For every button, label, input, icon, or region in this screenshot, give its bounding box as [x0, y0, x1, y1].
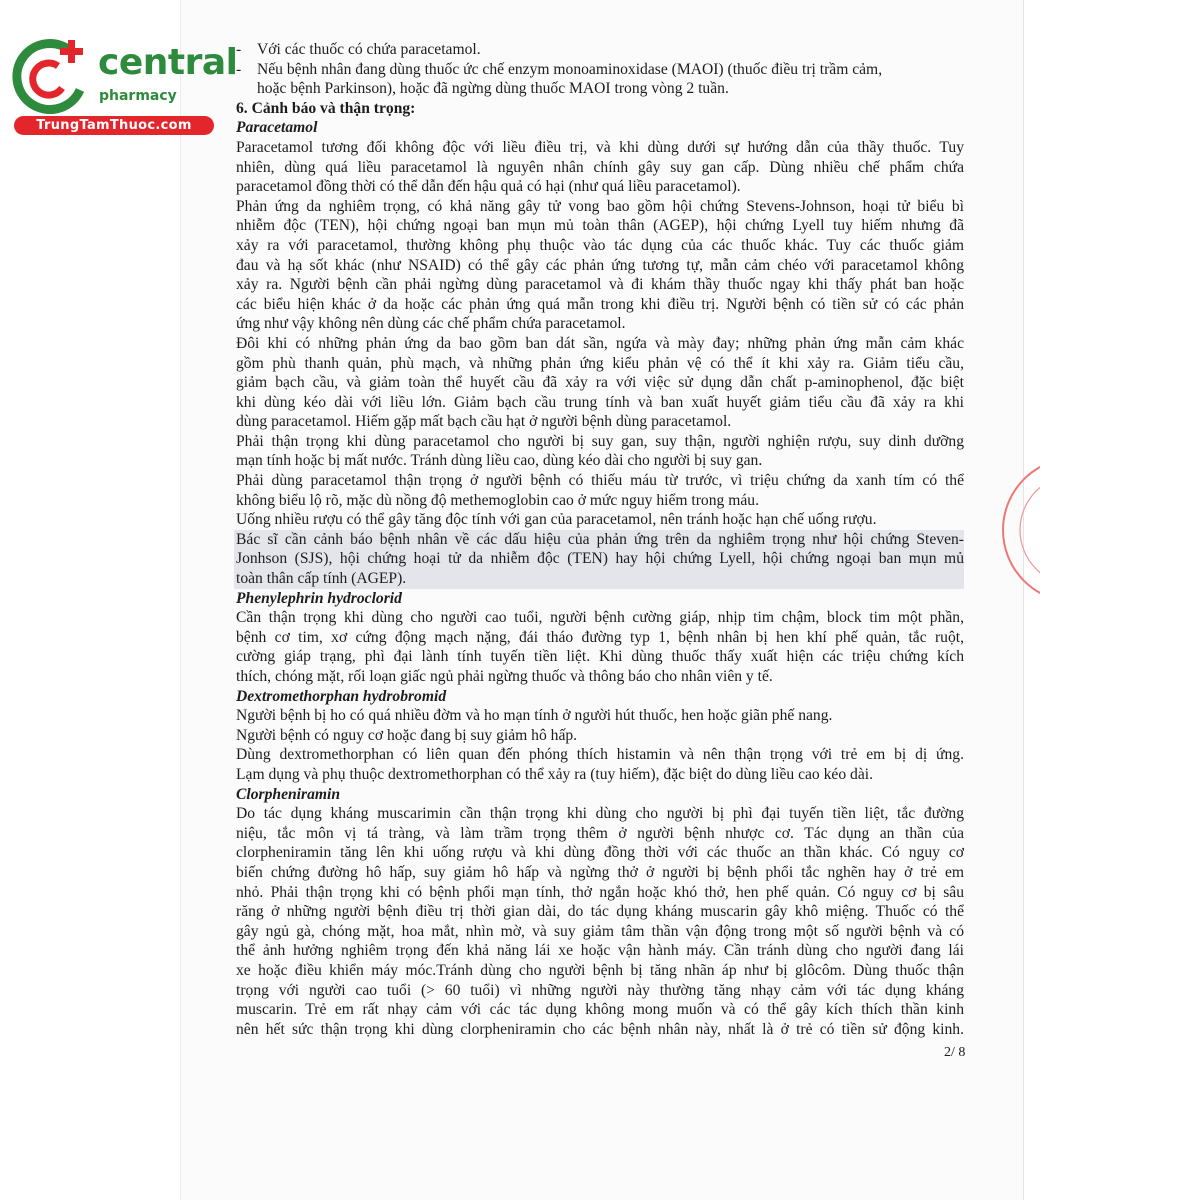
text-line: nhiên, dùng quá liều paracetamol là nguyên nhân chính gây suy gan cấp. Dùng nhiều chế phẩm chứa — [236, 158, 964, 176]
bullet-dash: - — [236, 41, 242, 58]
text-line: Người bệnh bị ho có quá nhiều đờm và ho mạn tính ở người hút thuốc, hen hoặc giãn phế nang. — [236, 707, 833, 725]
text-line: Bác sĩ cần cảnh báo bệnh nhân về các dấu hiệu của phản ứng trên da nghiêm trọng như hội chứng Steven- — [236, 530, 964, 548]
section-heading: Dextromethorphan hydrobromid — [236, 687, 447, 705]
bullet-text: Nếu bệnh nhân đang dùng thuốc ức chế enzym monoaminoxidase (MAOI) (thuốc điều trị trầm cảm, — [257, 60, 883, 78]
text-line: khi dùng kéo dài với liều lớn. Giảm bạch cầu trung tính và ban xuất huyết giảm tiểu cầu đã xảy ra khi — [236, 393, 964, 411]
text-line — [236, 60, 964, 80]
text-line: hoặc bệnh Parkinson), hoặc đã ngừng dùng thuốc MAOI trong vòng 2 tuần. — [257, 80, 729, 98]
text-line: toàn thân cấp tính (AGEP). — [234, 569, 964, 589]
red-stamp-fragment — [1000, 455, 1040, 605]
section-heading: Paracetamol — [236, 119, 318, 137]
text-line: niệu, tắc môn vị tá tràng, và làm trầm trọng thêm ở người bệnh nhược cơ. Tác dụng an thần của — [236, 824, 964, 842]
text-line: trọng với người cao tuổi (> 60 tuổi) vì những người này thường tăng nhạy cảm với tác dụng kháng — [236, 981, 964, 999]
text-line — [236, 40, 964, 60]
text-line: răng ở những người bệnh điều trị thời gian dài, do tác dụng kháng muscarin gây khô miệng. Thuốc có thể — [236, 903, 964, 921]
text-line: muscarin. Trẻ em rất nhạy cảm với các tác dụng không mong muốn và có thể gây kích thích thần kinh — [236, 1001, 964, 1019]
logo-site-link[interactable]: TrungTamThuoc.com — [14, 116, 214, 135]
text-line: mạn tính hoặc bị mất nước. Tránh dùng liều cao, dùng kéo dài cho người bị suy gan. — [236, 452, 763, 470]
text-line: gồm phù thanh quản, phù mạch, và những phản ứng kiểu phản vệ có thể ít khi xảy ra. Giảm tiểu cầu, — [236, 354, 964, 372]
bullet-text: Với các thuốc có chứa paracetamol. — [257, 41, 481, 58]
section-heading: Clorpheniramin — [236, 785, 340, 803]
text-line: Paracetamol tương đối không độc với liều điều trị, và khi dùng dưới sự hướng dẫn của thầy thuốc. Tuy — [236, 138, 964, 156]
text-line: Đôi khi có những phản ứng da bao gồm ban dát sần, ngứa và mày đay; những phản ứng mẫn cảm khác — [236, 334, 964, 352]
text-line: Phải dùng paracetamol thận trọng ở người bệnh có thiếu máu từ trước, vì triệu chứng da xanh tím có thể — [236, 472, 964, 490]
text-line: Do tác dụng kháng muscarimin cần thận trọng khi dùng cho người bị phì đại tuyến tiền liệt, tắc đường — [236, 805, 964, 823]
text-line: gây ngủ gà, chóng mặt, hoa mắt, nhìn mờ, và suy giảm tâm thần vận động trong một số người bệnh và có — [236, 922, 964, 940]
document-body — [236, 40, 964, 1039]
text-line: nên hết sức thận trọng khi dùng clorpheniramin cho các bệnh nhân này, nhất là ở trẻ có tiền sử động kinh. — [236, 1020, 964, 1038]
text-line: Cần thận trọng khi dùng cho người cao tuổi, người bệnh cường giáp, nhịp tim chậm, block tim một phần, — [236, 609, 964, 627]
text-line: bệnh cơ tim, xơ cứng động mạch nặng, đái tháo đường typ 1, bệnh nhân bị hen khí phế quản, tắc ruột, — [236, 628, 964, 646]
pharmacy-cross-logo-icon — [10, 38, 96, 116]
text-line: nhiễm độc (TEN), hội chứng ngoại ban mụn mủ toàn thân (AGEP), hội chứng Lyell tuy hiếm nhưng đã — [236, 217, 964, 235]
text-line: xe hoặc điều khiển máy móc.Tránh dùng cho người bệnh bị tăng nhãn áp như bị glôcôm. Dùng thuốc thận — [236, 961, 964, 979]
text-line: Lạm dụng và phụ thuộc dextromethorphan có thể xảy ra (tuy hiếm), đặc biệt do dùng liều cao kéo dài. — [236, 765, 873, 783]
page-number: 2/ 8 — [944, 1045, 966, 1060]
section-heading: 6. Cảnh báo và thận trọng: — [236, 99, 416, 117]
text-line: clorpheniramin tăng lên khi uống rượu và khi dùng đồng thời với các thuốc an thần khác. Có nguy cơ — [236, 844, 964, 862]
text-line: paracetamol đồng thời có thể dẫn đến hậu quả có hại (như quá liều paracetamol). — [236, 178, 741, 196]
text-line: Dùng dextromethorphan có liên quan đến phóng thích histamin và nên thận trọng với trẻ em bị dị ứng. — [236, 746, 964, 764]
text-line: đau và hạ sốt khác (như NSAID) có thể gây các phản ứng tương tự, mẫn cảm chéo với paracetamol không — [236, 256, 964, 274]
text-line: thích, chóng mặt, rối loạn giấc ngủ phải ngừng thuốc và thông báo cho nhân viên y tế. — [236, 668, 773, 685]
text-line: Uống nhiều rượu có thể gây tăng độc tính với gan của paracetamol, nên tránh hoặc hạn chế uống rượu. — [236, 511, 877, 529]
text-line: xảy ra với paracetamol, thường không phụ thuộc vào tác dụng của các thuốc khác. Tuy các thuốc giảm — [236, 236, 964, 254]
stamp-icon — [1000, 455, 1040, 605]
text-line: Phải thận trọng khi dùng paracetamol cho người bị suy gan, suy thận, người nghiện rượu, suy dinh dưỡng — [236, 432, 964, 450]
text-line: Jonhson (SJS), hội chứng hoại tử da nhiễm độc (TEN) hay hội chứng Lyell, hội chứng ngoại ban mụn mủ — [236, 550, 964, 568]
logo-sub: pharmacy — [99, 88, 177, 104]
logo-brand: central — [98, 42, 238, 83]
text-line: giảm bạch cầu, và giảm toàn thể huyết cầu đã xảy ra với việc sử dụng dẫn chất p-aminophenol, đặc biệt — [236, 374, 964, 392]
text-line: biến chứng đường hô hấp, suy giảm hô hấp và ngừng thở ở người bị bệnh phổi tắc nghẽn hay ở trẻ em — [236, 863, 964, 881]
text-line: dùng paracetamol. Hiếm gặp mất bạch cầu hạt ở người bệnh dùng paracetamol. — [236, 413, 732, 431]
text-line: cường giáp trạng, phì đại lành tính tuyến tiền liệt. Khi dùng thuốc thấy xuất hiện các triệu chứng kích — [236, 648, 964, 666]
text-line: ứng như vậy không nên dùng các chế phẩm chứa paracetamol. — [236, 315, 626, 333]
text-line: không biểu lộ rõ, mặc dù nồng độ methemoglobin cao ở mức nguy hiểm trong máu. — [236, 491, 759, 509]
section-heading: Phenylephrin hydroclorid — [236, 589, 402, 607]
central-pharmacy-logo — [10, 38, 238, 138]
text-line: các biểu hiện khác ở da hoặc các phản ứng quá mẫn trong khi điều trị. Người bệnh có tiền sử có các phản — [236, 295, 964, 313]
text-line: nhỏ. Phải thận trọng khi có bệnh phổi mạn tính, thở ngắn hoặc khó thở, hen phế quản. Có nguy cơ bị sâu — [236, 883, 964, 901]
text-line: xảy ra. Người bệnh cần phải ngừng dùng paracetamol và đi khám thầy thuốc ngay khi thấy phát ban hoặc — [236, 276, 964, 294]
bullet-dash: - — [236, 60, 242, 78]
text-line: Phản ứng da nghiêm trọng, có khả năng gây tử vong bao gồm hội chứng Stevens-Johnson, hoại tử biểu bì — [236, 197, 964, 215]
text-line: thể ảnh hưởng nghiêm trọng đến khả năng lái xe hoặc vận hành máy. Cần tránh dùng cho người đang lái — [236, 942, 964, 960]
text-line: Người bệnh có nguy cơ hoặc đang bị suy giảm hô hấp. — [236, 726, 578, 744]
